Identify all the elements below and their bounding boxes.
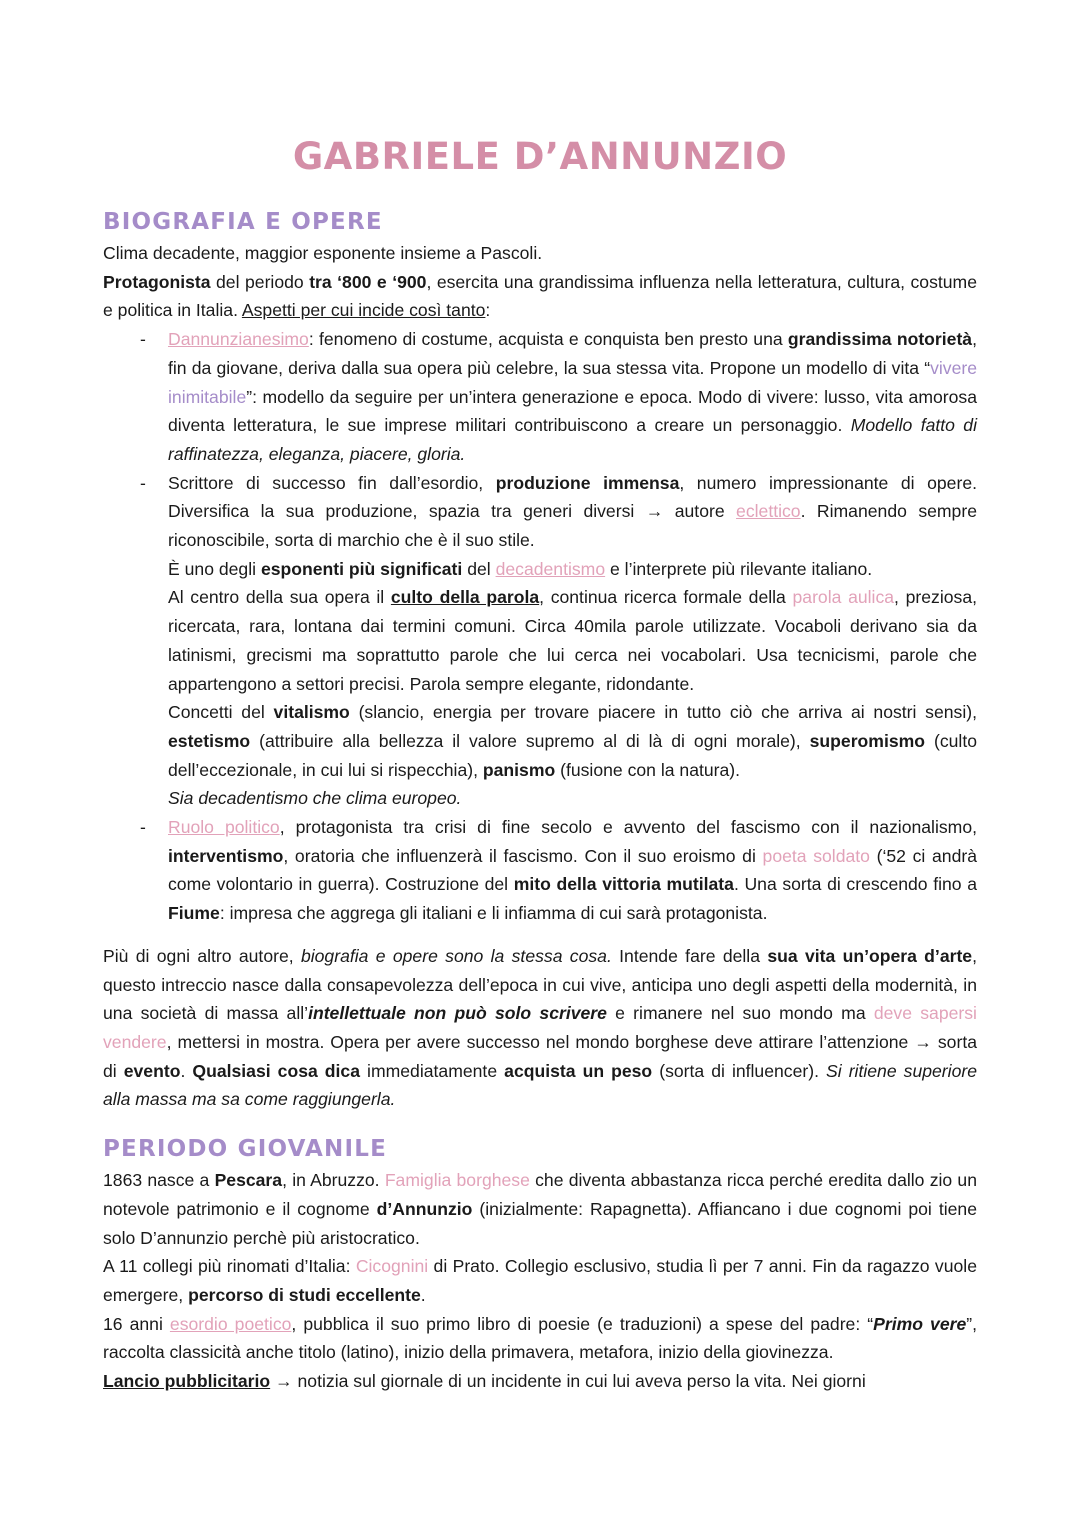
- section-heading-biografia: BIOGRAFIA E OPERE: [103, 209, 383, 235]
- paragraph-biografia-opere: Più di ogni altro autore, biografia e opere sono la stessa cosa. Intende fare della sua vita un’opera d’arte, questo intreccio nasce dalla consapevolezza dell’epoca in cui vive, anticipa uno degli aspetti della modernità, in una società di massa all’intellettuale non può solo scrivere e rimanere nel suo mondo ma deve sapersi vendere, mettersi in mostra. Opera per avere successo nel mondo borghese deve attirare l’attenzione → sorta di evento. Qualsiasi cosa dica immediatamente acquista un peso (sorta di influencer). Si ritiene superiore alla massa ma sa come raggiungerla.: [103, 945, 977, 1110]
- term-dannunzianesimo: Dannunzianesimo: [168, 329, 309, 350]
- aspects-list: [103, 325, 977, 928]
- term-culto-parola: culto della parola: [390, 587, 540, 608]
- term-parola-aulica: parola aulica: [792, 587, 895, 608]
- term-cicognini: Cicognini: [355, 1256, 429, 1277]
- paragraph-esordio: 16 anni esordio poetico, pubblica il suo primo libro di poesie (e traduzioni) a spese del padre: “Primo vere”, raccolta classicità anche titolo (latino), inizio della primavera, metafora, inizio della giovinezza.: [103, 1313, 977, 1363]
- page-title: GABRIELE D’ANNUNZIO: [292, 135, 788, 178]
- paragraph-nascita: 1863 nasce a Pescara, in Abruzzo. Famiglia borghese che diventa abbastanza ricca perché eredita dallo zio un notevole patrimonio e il cognome d’Annunzio (inizialmente: Rapagnetta). Affiancano i due cognomi poi tiene solo D’annunzio perchè più aristocratico.: [103, 1170, 977, 1248]
- intro-line-1: Clima decadente, maggior esponente insieme a Pascoli.: [103, 243, 543, 263]
- section-heading-periodo-giovanile: PERIODO GIOVANILE: [103, 1136, 388, 1163]
- list-item-ruolo-politico: - Ruolo politico, protagonista tra crisi di fine secolo e avvento del fascismo con il nazionalismo, interventismo, oratoria che influenzerà il fascismo. Con il suo eroismo di poeta soldato (‘52 ci andrà come volontario in guerra). Costruzione del mito della vittoria mutilata. Una sorta di crescendo fino a Fiume: impresa che aggrega gli italiani e li infiamma di cui sarà protagonista.: [168, 813, 977, 928]
- list-item-scrittore: - Scrittore di successo fin dall’esordio, produzione immensa, numero impressionante di opere. Diversifica la sua produzione, spazia tra generi diversi → autore eclettico. Rimanendo sempre riconoscibile, sorta di marchio che è il suo stile. È uno degli esponenti più significati del decadentismo e l’interprete più rilevante italiano. Al centro della sua opera il culto della parola, continua ricerca formale della parola aulica, preziosa, ricercata, rara, lontana dai termini comuni. Circa 40mila parole utilizzate. Vocaboli derivano sia da latinismi, grecismi ma soprattutto parole che lui cerca nei vocabolari. Usa tecnicismi, parole che appartengono a settori precisi. Parola sempre elegante, ridondante. Concetti del vitalismo (slancio, energia per trovare piacere in tutto ciò che arriva ai nostri sensi), estetismo (attribuire alla bellezza il valore supremo al di là di ogni morale), superomismo (culto dell’eccezionale, in cui lui si rispecchia), panismo (fusione con la natura). Sia decadentismo che clima europeo.: [168, 469, 977, 813]
- term-poeta-soldato: poeta soldato: [762, 845, 870, 866]
- term-deve-sapersi-vendere: deve sapersi vendere: [103, 1003, 977, 1052]
- intro-paragraph: Clima decadente, maggior esponente insieme a Pascoli. Protagonista del periodo tra ‘800 e ‘900, esercita una grandissima influenza nella letteratura, cultura, costume e politica in Italia. Aspetti per cui incide così tanto:: [103, 243, 977, 321]
- term-vivere-inimitabile: vivere inimitabile: [168, 357, 977, 407]
- term-famiglia-borghese: Famiglia borghese: [384, 1170, 530, 1191]
- term-decadentismo: decadentismo: [495, 558, 606, 579]
- term-eclettico: eclettico: [736, 501, 801, 522]
- term-ruolo-politico: Ruolo politico: [168, 817, 280, 838]
- term-esordio-poetico: esordio poetico: [169, 1313, 292, 1334]
- paragraph-collegio: A 11 collegi più rinomati d’Italia: Cicognini di Prato. Collegio esclusivo, studia lì per 7 anni. Fin da ragazzo vuole emergere, percorso di studi eccellente.: [103, 1256, 977, 1305]
- bold-period: tra ‘800 e ‘900: [309, 271, 427, 292]
- paragraph-lancio: Lancio pubblicitario → notizia sul giornale di un incidente in cui lui aveva perso la vita. Nei giorni: [103, 1371, 866, 1392]
- term-lancio-pubblicitario: Lancio pubblicitario: [103, 1371, 271, 1392]
- list-item-dannunzianesimo: - Dannunzianesimo: fenomeno di costume, acquista e conquista ben presto una grandissima notorietà, fin da giovane, deriva dalla sua opera più celebre, la sua stessa vita. Propone un modello di vita “vivere inimitabile”: modello da seguire per un’intera generazione e epoca. Modo di vivere: lusso, vita amorosa diventa letteratura, le sue imprese militari contribuiscono a creare un personaggio. Modello fatto di raffinatezza, eleganza, piacere, gloria.: [168, 325, 977, 469]
- bold-protagonista: Protagonista: [103, 271, 211, 292]
- underlined-aspetti: Aspetti per cui incide così tanto: [241, 300, 486, 321]
